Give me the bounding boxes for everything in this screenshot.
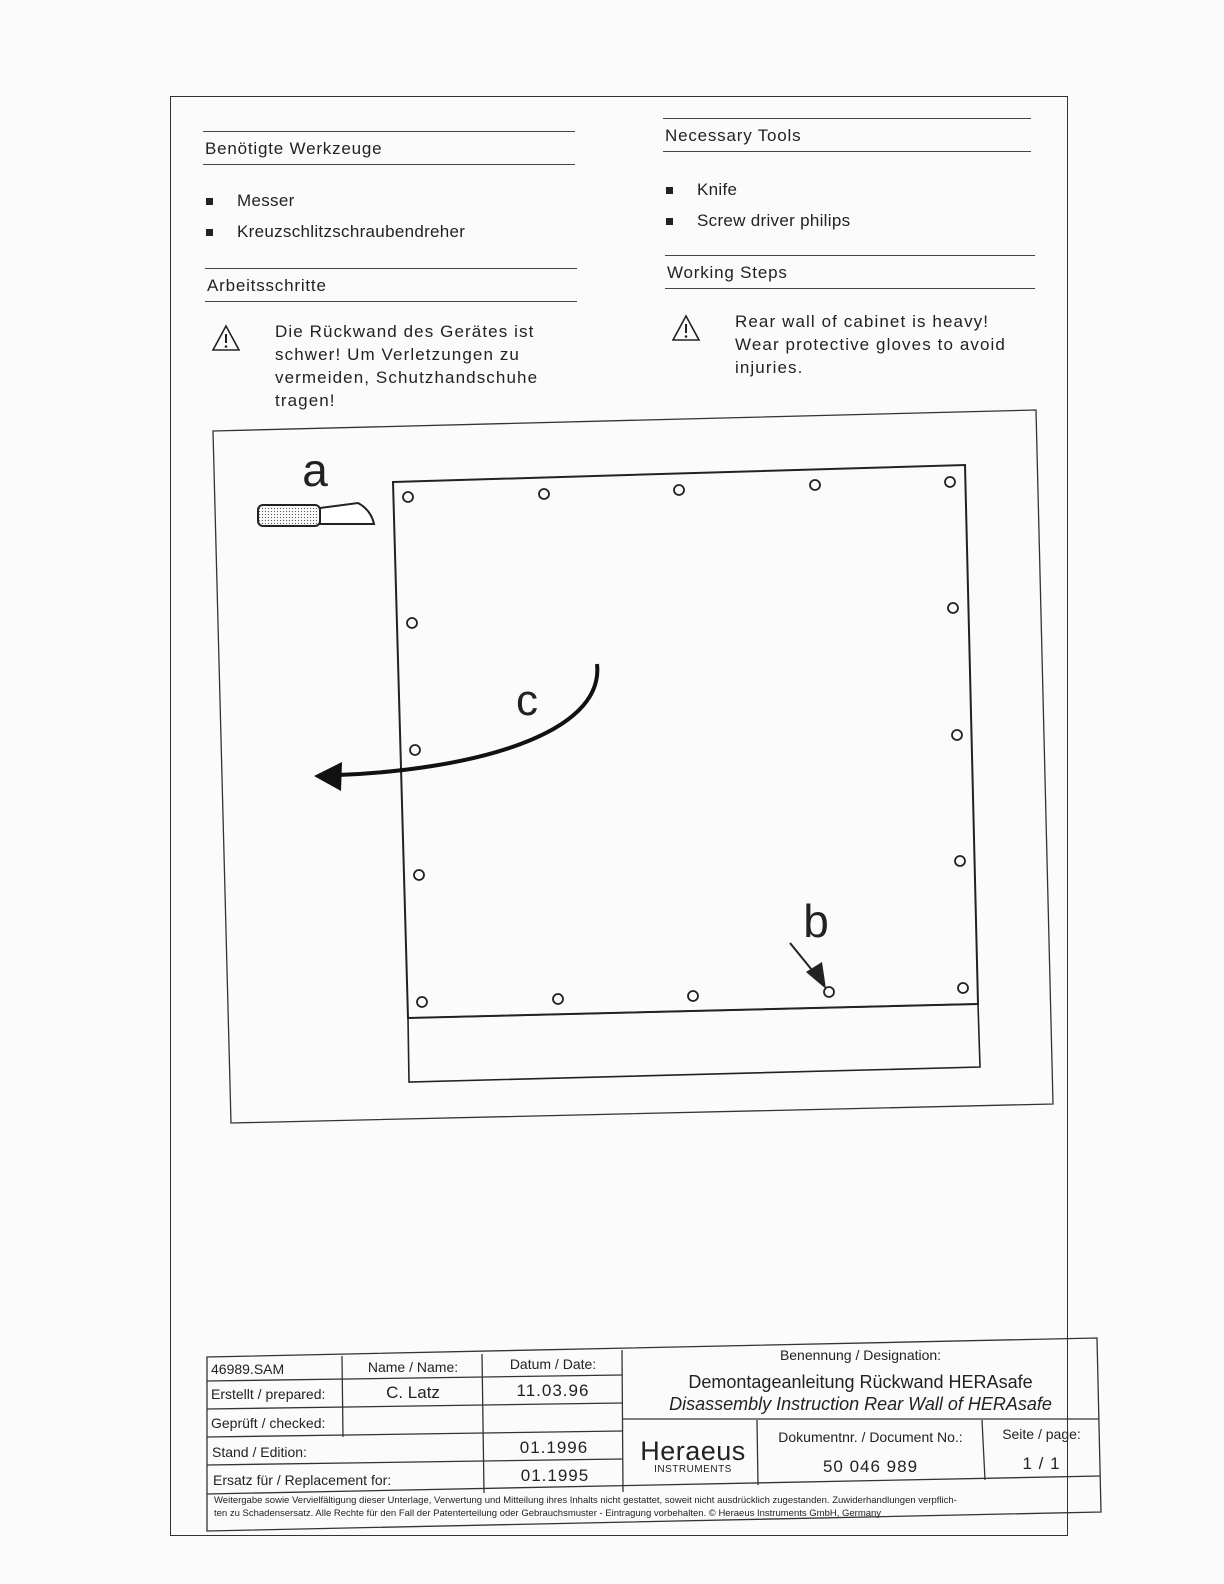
screw-hole [810,480,820,490]
replacement-value: 01.1995 [520,1466,590,1485]
screw-hole [945,477,955,487]
screw-hole [403,492,413,502]
edition-value: 01.1996 [519,1438,589,1457]
file-name: 46989.SAM [211,1361,285,1377]
checked-label: Geprüft / checked: [211,1415,326,1431]
screw-hole [674,485,684,495]
list-item: Knife [663,174,850,205]
legal-notice [214,1494,1094,1520]
screw-hole [955,856,965,866]
designation-label: Benennung / Designation: [779,1347,942,1363]
prepared-name: C. Latz [386,1383,440,1402]
rear-wall-panel [393,465,978,1018]
screw-hole [553,994,563,1004]
screw-hole [414,870,424,880]
prepared-date: 11.03.96 [516,1381,590,1400]
list-item: Messer [203,185,465,216]
company-sub: INSTRUMENTS [654,1464,732,1475]
steps-de-title: Arbeitsschritte [205,268,577,302]
label-a: a [302,444,328,496]
page-value: 1 / 1 [1022,1454,1061,1473]
replacement-label: Ersatz für / Replacement for: [213,1472,392,1488]
knife-icon [258,503,374,526]
screw-hole [948,603,958,613]
screw-hole [539,489,549,499]
screw-hole [952,730,962,740]
list-item: Screw driver philips [663,205,850,236]
steps-en-title: Working Steps [665,255,1035,289]
screw-hole [958,983,968,993]
label-c: c [516,676,538,725]
cabinet-base [408,1004,980,1082]
designation-en: Disassembly Instruction Rear Wall of HERAsafe [669,1394,1052,1414]
designation-de: Demontageanleitung Rückwand HERAsafe [688,1372,1033,1392]
edition-label: Stand / Edition: [212,1444,307,1460]
warning-text-en: Rear wall of cabinet is heavy! Wear protective gloves to avoid injuries. [735,312,1006,377]
screw-hole [688,991,698,1001]
name-header: Name / Name: [367,1359,459,1375]
tools-de-title: Benötigte Werkzeuge [203,131,575,165]
screw-hole [417,997,427,1007]
label-b: b [803,895,829,947]
screw-hole [407,618,417,628]
heraeus-logo [634,1438,752,1475]
arrow-b-icon [790,943,826,989]
legal-notice-line2: ten zu Schadensersatz. Alle Rechte für den Fall der Patenterteilung oder Gebrauchsmuster - Eintragung vorbehalten. © Heraeus Instruments GmbH, Germany [214,1508,882,1519]
docno-label: Dokumentnr. / Document No.: [778,1429,963,1445]
screw-hole [410,745,420,755]
docno-value: 50 046 989 [822,1457,919,1476]
curved-arrow-c-icon [314,664,597,791]
prepared-label: Erstellt / prepared: [211,1386,326,1402]
legal-notice-line1: Weitergabe sowie Vervielfältigung dieser Unterlage, Verwertung und Mitteilung ihres Inhalts nicht gestattet, soweit nicht ausdrücklich zugestanden. Zuwiderhandlungen verpflich- [214,1495,957,1506]
tools-en-title: Necessary Tools [663,118,1031,152]
page-label: Seite / page: [1002,1426,1081,1442]
screw-holes [403,477,968,1007]
date-header: Datum / Date: [509,1356,597,1372]
list-item: Kreuzschlitzschraubendreher [203,216,465,247]
company-name: Heraeus [640,1436,746,1466]
warning-text-de: Die Rückwand des Gerätes ist schwer! Um Verletzungen zu vermeiden, Schutzhandschuhe tragen! [275,322,539,410]
